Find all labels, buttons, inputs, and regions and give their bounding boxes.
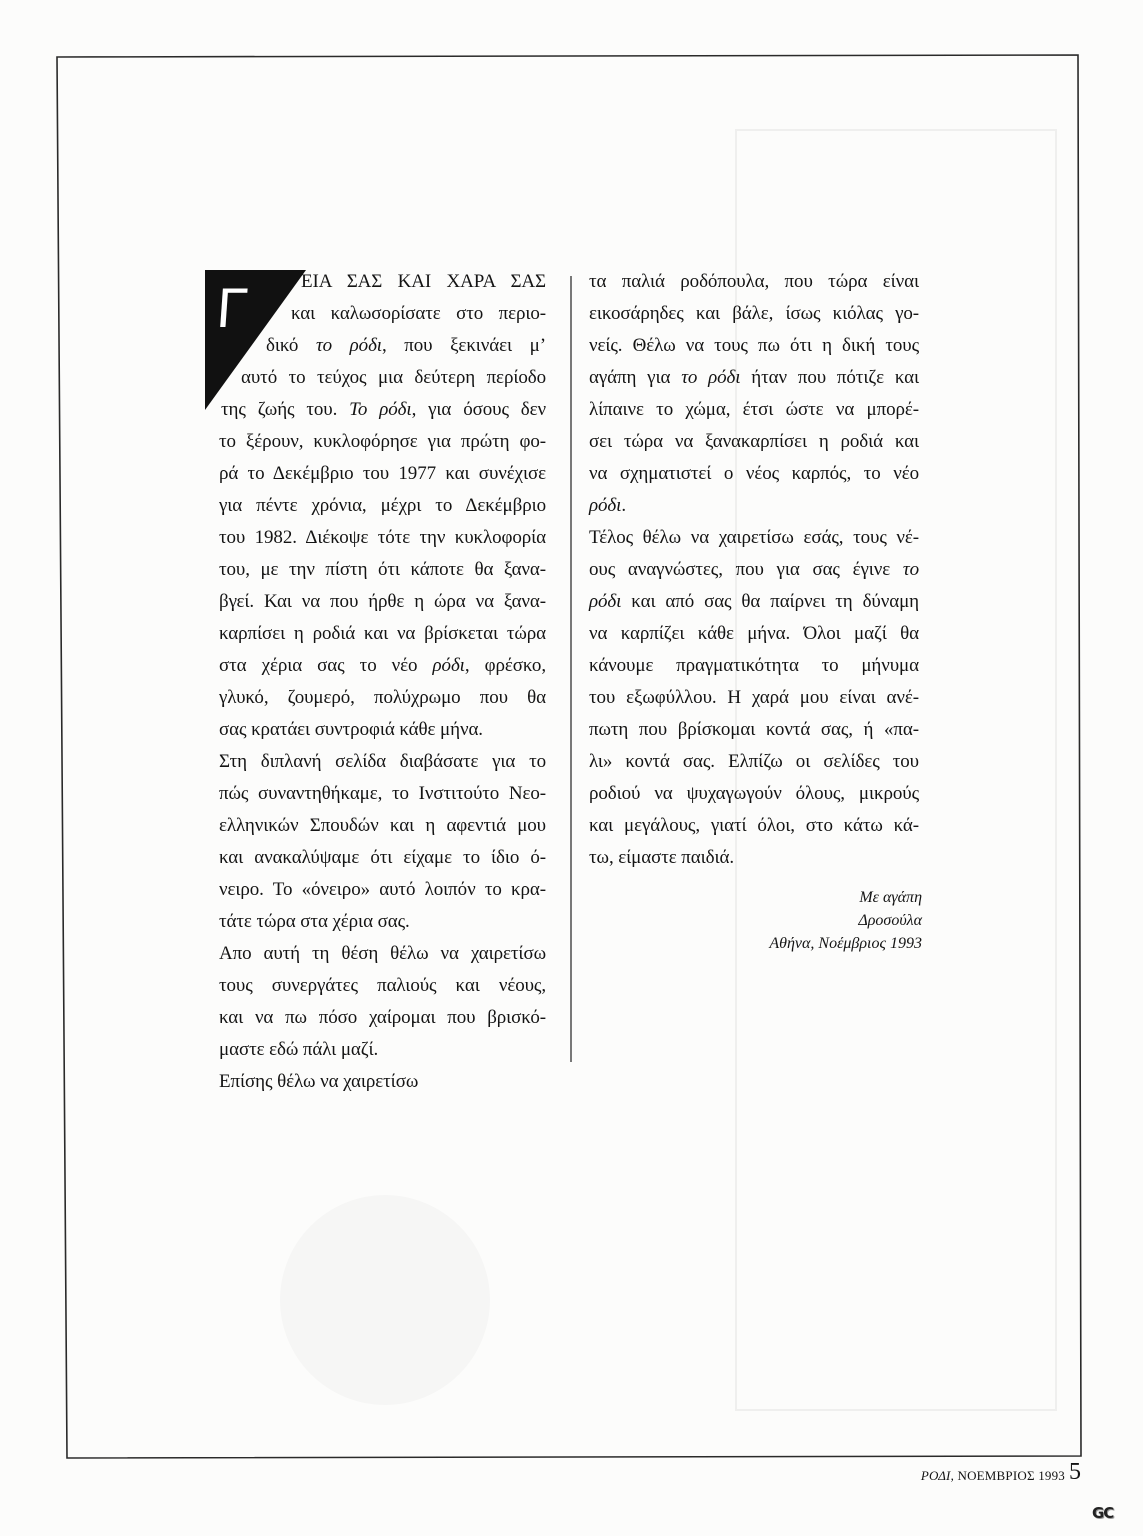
text-run: ΕΙΑ ΣΑΣ ΚΑΙ ΧΑΡΑ ΣΑΣ bbox=[301, 271, 546, 292]
text-line bbox=[589, 650, 919, 682]
text-line bbox=[219, 1002, 546, 1034]
text-line bbox=[589, 778, 919, 810]
text-line bbox=[219, 1034, 546, 1066]
text-line bbox=[219, 970, 546, 1002]
text-run: νειρο. Το «όνειρο» αυτό λοιπόν το κρα- bbox=[219, 879, 546, 900]
text-run: Επίσης θέλω να χαιρετίσω bbox=[219, 1071, 419, 1092]
italic-title: ρόδι bbox=[432, 655, 465, 676]
text-line bbox=[589, 394, 919, 426]
text-run: Τέλος θέλω να χαιρετίσω εσάς, τους νέ- bbox=[589, 527, 919, 548]
text-line bbox=[589, 554, 919, 586]
text-line bbox=[219, 586, 546, 618]
running-footer bbox=[921, 1467, 1065, 1485]
text-run: Απο αυτή τη θέση θέλω να χαιρετίσω bbox=[219, 943, 546, 964]
text-run: καρπίσει η ροδιά και να βρίσκεται τώρα bbox=[219, 623, 546, 644]
text-line bbox=[589, 330, 919, 362]
signature-closing: Με αγάπη bbox=[859, 889, 922, 906]
signature-block bbox=[700, 886, 922, 955]
text-line bbox=[219, 458, 546, 490]
text-run: του εξωφύλλου. Η χαρά μου είναι ανέ- bbox=[589, 687, 919, 708]
text-line bbox=[221, 394, 546, 426]
text-run: δικό bbox=[266, 335, 316, 356]
text-line bbox=[219, 810, 546, 842]
text-run: ήταν που πότιζε και bbox=[740, 367, 920, 388]
text-run: βγεί. Και να που ήρθε η ώρα να ξανα- bbox=[219, 591, 546, 612]
text-run: ελληνικών Σπουδών και η αφεντιά μου bbox=[219, 815, 546, 836]
text-run: γλυκό, ζουμερό, πολύχρωμο που θα bbox=[219, 687, 546, 708]
text-run: στα χέρια σας το νέο bbox=[219, 655, 433, 676]
text-line bbox=[219, 714, 546, 746]
text-line bbox=[589, 426, 919, 458]
page-frame bbox=[57, 55, 1081, 1458]
text-run: να σχηματιστεί ο νέος καρπός, το νέο bbox=[589, 463, 919, 484]
text-line bbox=[589, 586, 919, 618]
italic-title: το ρόδι bbox=[681, 367, 741, 388]
text-line bbox=[219, 426, 546, 458]
text-run: μαστε εδώ πάλι μαζί. bbox=[219, 1039, 379, 1060]
italic-title: ρόδι bbox=[589, 495, 622, 516]
text-run: πώς συναντηθήκαμε, το Ινστιτούτο Νεο- bbox=[219, 783, 546, 804]
text-run: του, με την πίστη ότι κάποτε θα ξανα- bbox=[219, 559, 546, 580]
text-run: και από σας θα παίρνει τη δύναμη bbox=[621, 591, 919, 612]
text-run: τους συνεργάτες παλιούς και νέους, bbox=[219, 975, 546, 996]
text-run: λίπαινε το χώμα, έτσι ώστε να μπορέ- bbox=[589, 399, 919, 420]
issue-date: ΝΟΕΜΒΡΙΟΣ 1993 bbox=[957, 1468, 1065, 1483]
scanner-logo: GC bbox=[1092, 1504, 1114, 1522]
text-run: αγάπη για bbox=[589, 367, 682, 388]
text-line bbox=[219, 1066, 546, 1098]
text-run: τα παλιά ροδόπουλα, που τώρα είναι bbox=[589, 271, 919, 292]
text-run: εικοσάρηδες και βάλε, ίσως κιόλας γο- bbox=[589, 303, 919, 324]
text-line bbox=[219, 778, 546, 810]
text-line bbox=[589, 746, 919, 778]
text-line bbox=[219, 554, 546, 586]
publication-name: ΡΟΔΙ, bbox=[920, 1468, 955, 1483]
text-line bbox=[589, 458, 919, 490]
text-run: πωτη που βρίσκομαι κοντά σας, ή «πα- bbox=[589, 719, 919, 740]
text-run: σει τώρα να ξανακαρπίσει η ροδιά και bbox=[589, 431, 919, 452]
text-line bbox=[219, 938, 546, 970]
signature-place-date: Αθήνα, Νοέμβριος 1993 bbox=[769, 935, 922, 952]
text-line bbox=[219, 906, 546, 938]
text-run: και καλωσορίσατε στο περιο- bbox=[291, 303, 546, 324]
text-run: να καρπίζει κάθε μήνα. Όλοι μαζί θα bbox=[589, 623, 919, 644]
text-line bbox=[266, 330, 546, 362]
text-line bbox=[589, 362, 919, 394]
text-line bbox=[219, 618, 546, 650]
text-run: για πέντε χρόνια, μέχρι το Δεκέμβριο bbox=[219, 495, 546, 516]
text-run: της ζωής του. bbox=[221, 399, 350, 420]
text-run: ους αναγνώστες, που για σας έγινε bbox=[589, 559, 903, 580]
italic-title: ρόδι bbox=[589, 591, 622, 612]
text-run: ροδιού να ψυχαγωγούν όλους, μικρούς bbox=[589, 783, 919, 804]
text-line bbox=[589, 682, 919, 714]
text-run: , για όσους δεν bbox=[411, 399, 546, 420]
text-line bbox=[241, 362, 546, 394]
text-line bbox=[219, 650, 546, 682]
text-run: νείς. Θέλω να τους πω ότι η δική τους bbox=[589, 335, 919, 356]
text-line bbox=[301, 266, 546, 298]
text-line bbox=[589, 618, 919, 650]
text-line bbox=[219, 874, 546, 906]
italic-title: το ρόδι bbox=[315, 335, 382, 356]
text-line bbox=[589, 522, 919, 554]
text-line bbox=[219, 746, 546, 778]
text-run: αυτό το τεύχος μια δεύτερη περίοδο bbox=[241, 367, 546, 388]
text-run: Στη διπλανή σελίδα διαβάσατε για το bbox=[219, 751, 546, 772]
text-line bbox=[589, 266, 919, 298]
text-run: τω, είμαστε παιδιά. bbox=[589, 847, 735, 868]
text-run: ρά το Δεκέμβριο του 1977 και συνέχισε bbox=[219, 463, 546, 484]
text-line bbox=[589, 810, 919, 842]
text-run: το ξέρουν, κυκλοφόρησε για πρώτη φο- bbox=[219, 431, 546, 452]
text-run: τάτε τώρα στα χέρια σας. bbox=[219, 911, 410, 932]
text-line bbox=[219, 490, 546, 522]
text-run: . bbox=[621, 495, 626, 516]
text-line bbox=[219, 522, 546, 554]
text-run: και να πω πόσο χαίρομαι που βρισκό- bbox=[219, 1007, 546, 1028]
text-run: λι» κοντά σας. Ελπίζω οι σελίδες του bbox=[589, 751, 919, 772]
text-line bbox=[589, 842, 919, 874]
text-run: του 1982. Διέκοψε τότε την κυκλοφορία bbox=[219, 527, 546, 548]
text-line bbox=[589, 714, 919, 746]
text-run: και μεγάλους, γιατί όλοι, στο κάτω κά- bbox=[589, 815, 919, 836]
italic-title: Το ρόδι bbox=[349, 399, 412, 420]
text-run: κάνουμε πραγματικότητα το μήνυμα bbox=[589, 655, 919, 676]
text-line bbox=[219, 842, 546, 874]
drop-cap-letter: Γ bbox=[214, 276, 251, 339]
text-line bbox=[589, 298, 919, 330]
text-line bbox=[291, 298, 546, 330]
text-run: , που ξεκινάει μ’ bbox=[381, 335, 546, 356]
bleed-through-blob bbox=[280, 1195, 490, 1405]
text-run: , φρέσκο, bbox=[464, 655, 546, 676]
text-line bbox=[589, 490, 919, 522]
italic-title: το bbox=[902, 559, 919, 580]
signature-name: Δροσούλα bbox=[858, 912, 922, 929]
text-line bbox=[219, 682, 546, 714]
page-number: 5 bbox=[1069, 1459, 1081, 1485]
text-run: και ανακαλύψαμε ότι είχαμε το ίδιο ό- bbox=[219, 847, 546, 868]
text-run: σας κρατάει συντροφιά κάθε μήνα. bbox=[219, 719, 483, 740]
